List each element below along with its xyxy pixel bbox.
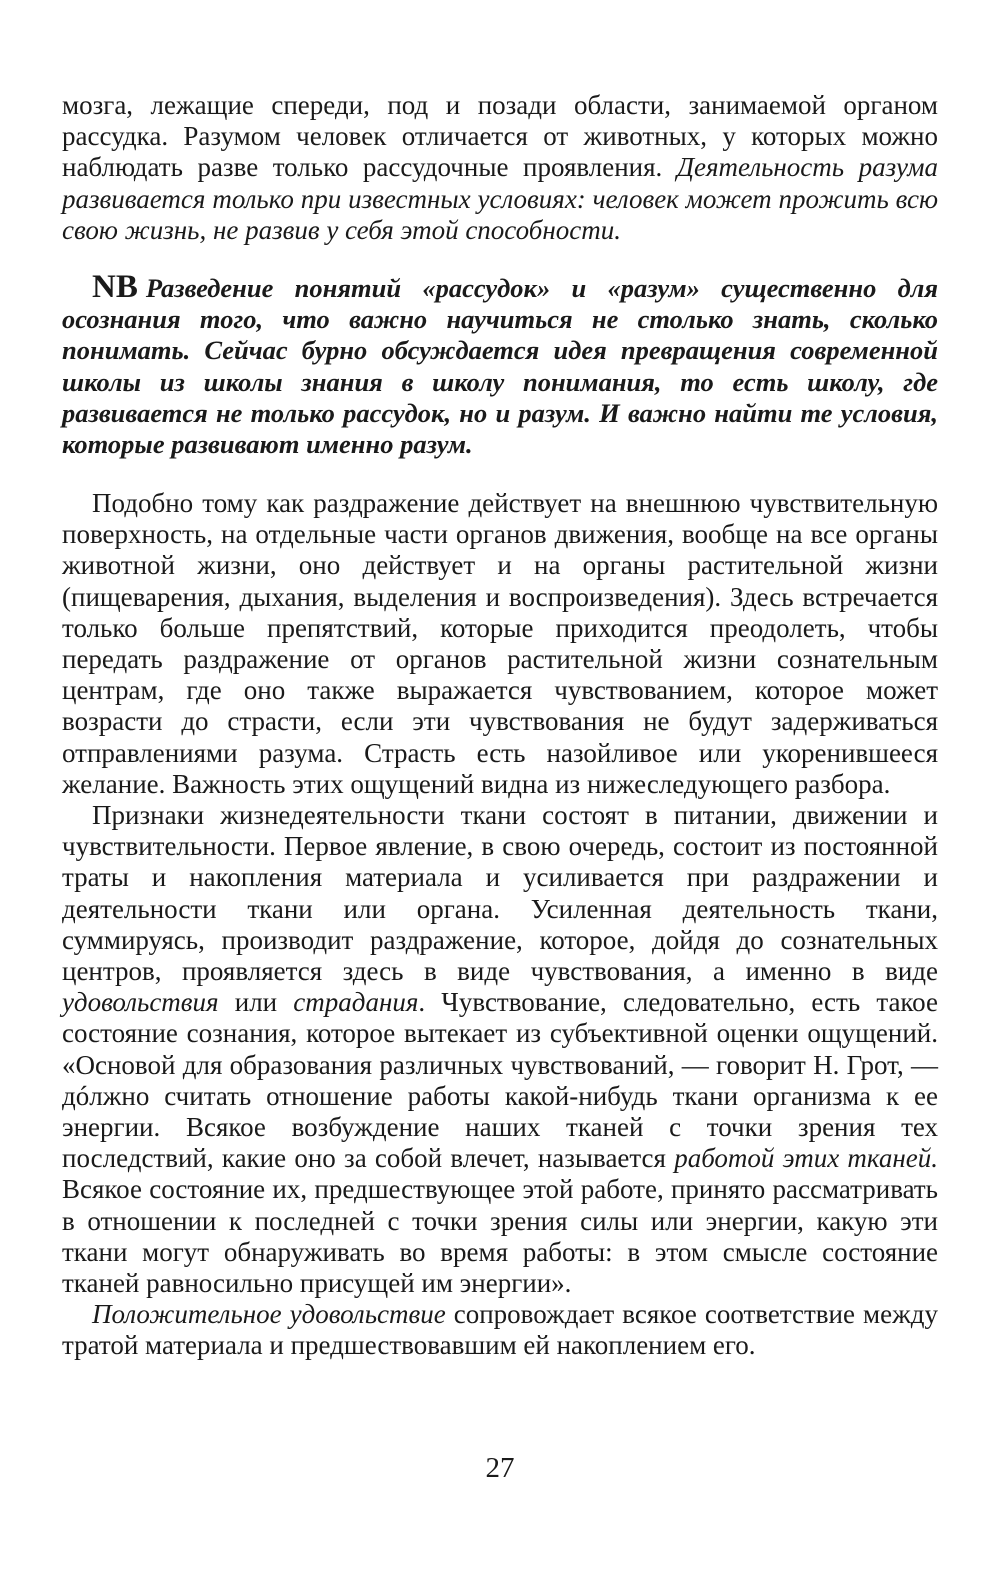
page-number: 27 [485, 1452, 515, 1484]
paragraph-positive-pleasure [62, 1299, 938, 1361]
paragraph-vital-signs-text-2: или [218, 987, 294, 1018]
nb-note [62, 269, 938, 460]
paragraph-vital-signs-text-4: Всякое состояние их, предшествующее этой работе, принято рассматривать в отношении к последней с точки зрения силы или энергии, какую эти ткани могут обнаруживать во время работы: в этом смысле состояние тканей равносильно присущей им энергии». [62, 1174, 938, 1299]
paragraph-vital-signs-text-3: . Чувствование, следовательно, есть такое состояние сознания, которое вытекает из субъективной оценки ощущений. «Основой для образования различных чувствований, — говорит Н. Грот, — дóлжно считать отношение работы какой-нибудь ткани организма к ее энергии. Всякое возбуждение наших тканей с точки зрения тех последствий, какие оно за собой влечет, называется [62, 987, 938, 1174]
paragraph-irritation: Подобно тому как раздражение действует на внешнюю чувствительную поверхность, на отдельные части органов движения, вообще на все органы животной жизни, оно действует и на органы растительной жизни (пищеварения, дыхания, выделения и воспроизведения). Здесь встречается только больше препятствий, которые приходится преодолеть, чтобы передать раздражение от органов растительной жизни сознательным центрам, где оно также выражается чувствованием, которое может возрасти до страсти, если эти чувствования не будут задерживаться отправлениями разума. Страсть есть назойливое или укоренившееся желание. Важность этих ощущений видна из нижеследующего разбора. [62, 488, 938, 799]
paragraph-positive-pleasure-text: сопровождает всякое соответствие между тратой материала и предшествовавшим ей накоплением его. [62, 1299, 938, 1361]
term-positive-pleasure: Положительное удовольствие [92, 1299, 446, 1330]
term-tissue-work: работой этих тканей. [674, 1143, 938, 1174]
intro-paragraph [62, 90, 938, 246]
paragraph-vital-signs [62, 800, 938, 1299]
nb-text: Разведение понятий «рассудок» и «разум» существенно для осознания того, что важно научиться не столько знать, сколько понимать. Сейчас бурно обсуждается идея превращения современной школы из школы знания в школу понимания, то есть школу, где развивается не только рассудок, но и разум. И важно найти те условия, которые развивают именно разум. [62, 273, 938, 460]
main-text [62, 488, 938, 1362]
term-suffering: страдания [293, 987, 419, 1018]
paragraph-vital-signs-text-1: Признаки жизнедеятельности ткани состоят в питании, движении и чувствительности. Первое явление, в свою очередь, состоит из постоянной траты и накопления материала и усиливается при раздражении и деятельности ткани или органа. Усиленная деятельность ткани, суммируясь, производит раздражение, которое, дойдя до сознательных центров, проявляется здесь в виде чувствования, а именно в виде [62, 800, 938, 987]
intro-italic-text: Деятельность разума развивается только при известных условиях: человек может прожить всю свою жизнь, не развив у себя этой способности. [62, 152, 939, 245]
term-pleasure: удовольствия [62, 987, 219, 1018]
nb-marker: NB [92, 269, 138, 305]
intro-text: мозга, лежащие спереди, под и позади области, занимаемой органом рассудка. Разумом человек отличается от животных, у которых можно наблюдать разве только рассудочные проявления. [62, 90, 938, 183]
